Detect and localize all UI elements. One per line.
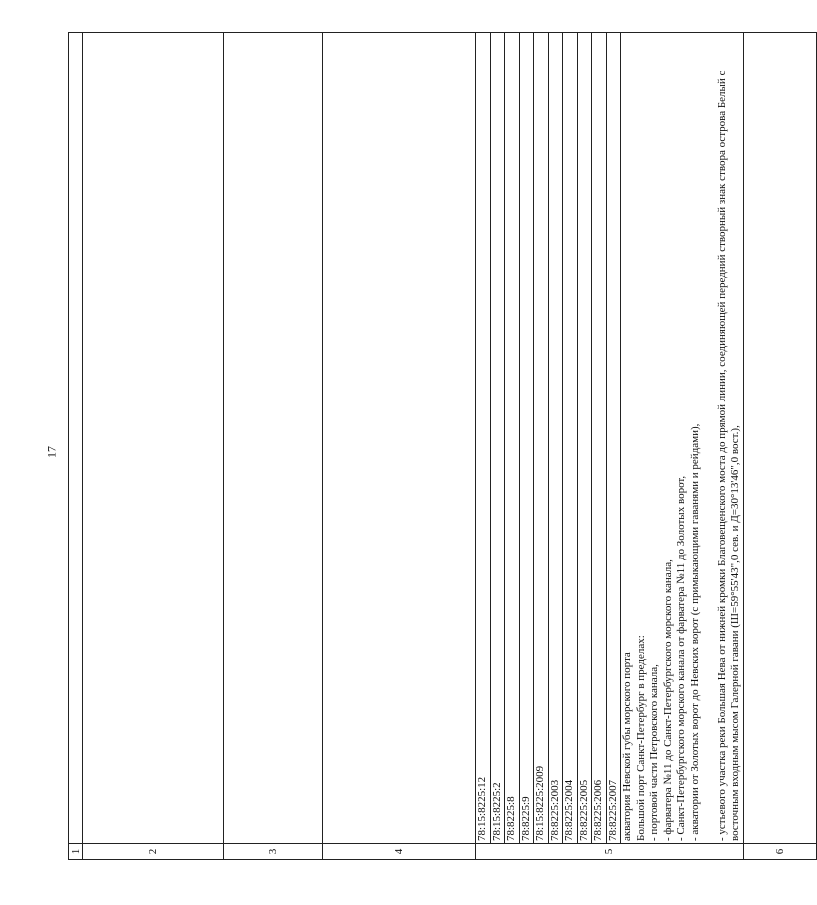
cadastral-number: 78:15:8225:12: [476, 33, 491, 843]
table-row: [323, 33, 476, 860]
description-line: - фарватера №11 до Санкт-Петербургского морского канала,: [661, 559, 674, 841]
cadastral-number: 78:8225:2003: [549, 33, 564, 843]
description-line: - портовой части Петровского канала,: [648, 664, 660, 841]
description-line: акватория Невской губы морского порта: [621, 652, 633, 841]
cell-col2: [83, 33, 224, 844]
cadastral-number: 78:15:8225:2: [491, 33, 506, 843]
cadastral-number-list: [476, 33, 621, 843]
description-line: - Санкт-Петербургского морского канала от фарватера №11 до Золотых ворот,: [675, 475, 687, 841]
description-line: - устьевого участка реки Большая Нева от нижней кромки Благовещенского моста до прямой линии, соединяющей передний створный знак створа острова Белый с восточным входным мысом Галерной гавани (Ш=59°55'43",0 сев. и Д=30°13'46",0 вост.),: [715, 70, 741, 841]
cadastral-number: 78:8225:9: [520, 33, 535, 843]
table-row: [224, 33, 323, 860]
description-line: Большой порт Санкт-Петербург в пределах:: [634, 635, 647, 841]
page-number: 17: [44, 446, 59, 458]
table-row: [69, 33, 83, 860]
column-number-6: 6: [743, 844, 816, 860]
column-number-5: 5: [476, 844, 744, 860]
cell-col1: [69, 33, 83, 844]
cell-col4: [323, 33, 476, 844]
column-number-1: 1: [69, 844, 83, 860]
rotated-sheet: [68, 32, 786, 860]
cadastral-number: 78:8225:2004: [563, 33, 578, 843]
table-row: [476, 33, 744, 860]
cadastral-number: 78:8225:8: [505, 33, 520, 843]
water-area-description: [621, 33, 743, 843]
table-row: [743, 33, 816, 860]
cell-col6: [743, 33, 816, 844]
column-number-4: 4: [323, 844, 476, 860]
cadastral-number: 78:15:8225:2009: [534, 33, 549, 843]
registry-table: [68, 32, 817, 860]
column-number-2: 2: [83, 844, 224, 860]
cell-col3: [224, 33, 323, 844]
cell-col5: [476, 33, 744, 844]
description-line: - акватории от Золотых ворот до Невских ворот (с примыкающими гаванями и рейдами),: [688, 423, 701, 841]
table-row: [83, 33, 224, 860]
cadastral-number: 78:8225:2006: [592, 33, 607, 843]
cadastral-number: 78:8225:2005: [578, 33, 593, 843]
column-number-3: 3: [224, 844, 323, 860]
cadastral-number: 78:8225:2007: [607, 33, 622, 843]
